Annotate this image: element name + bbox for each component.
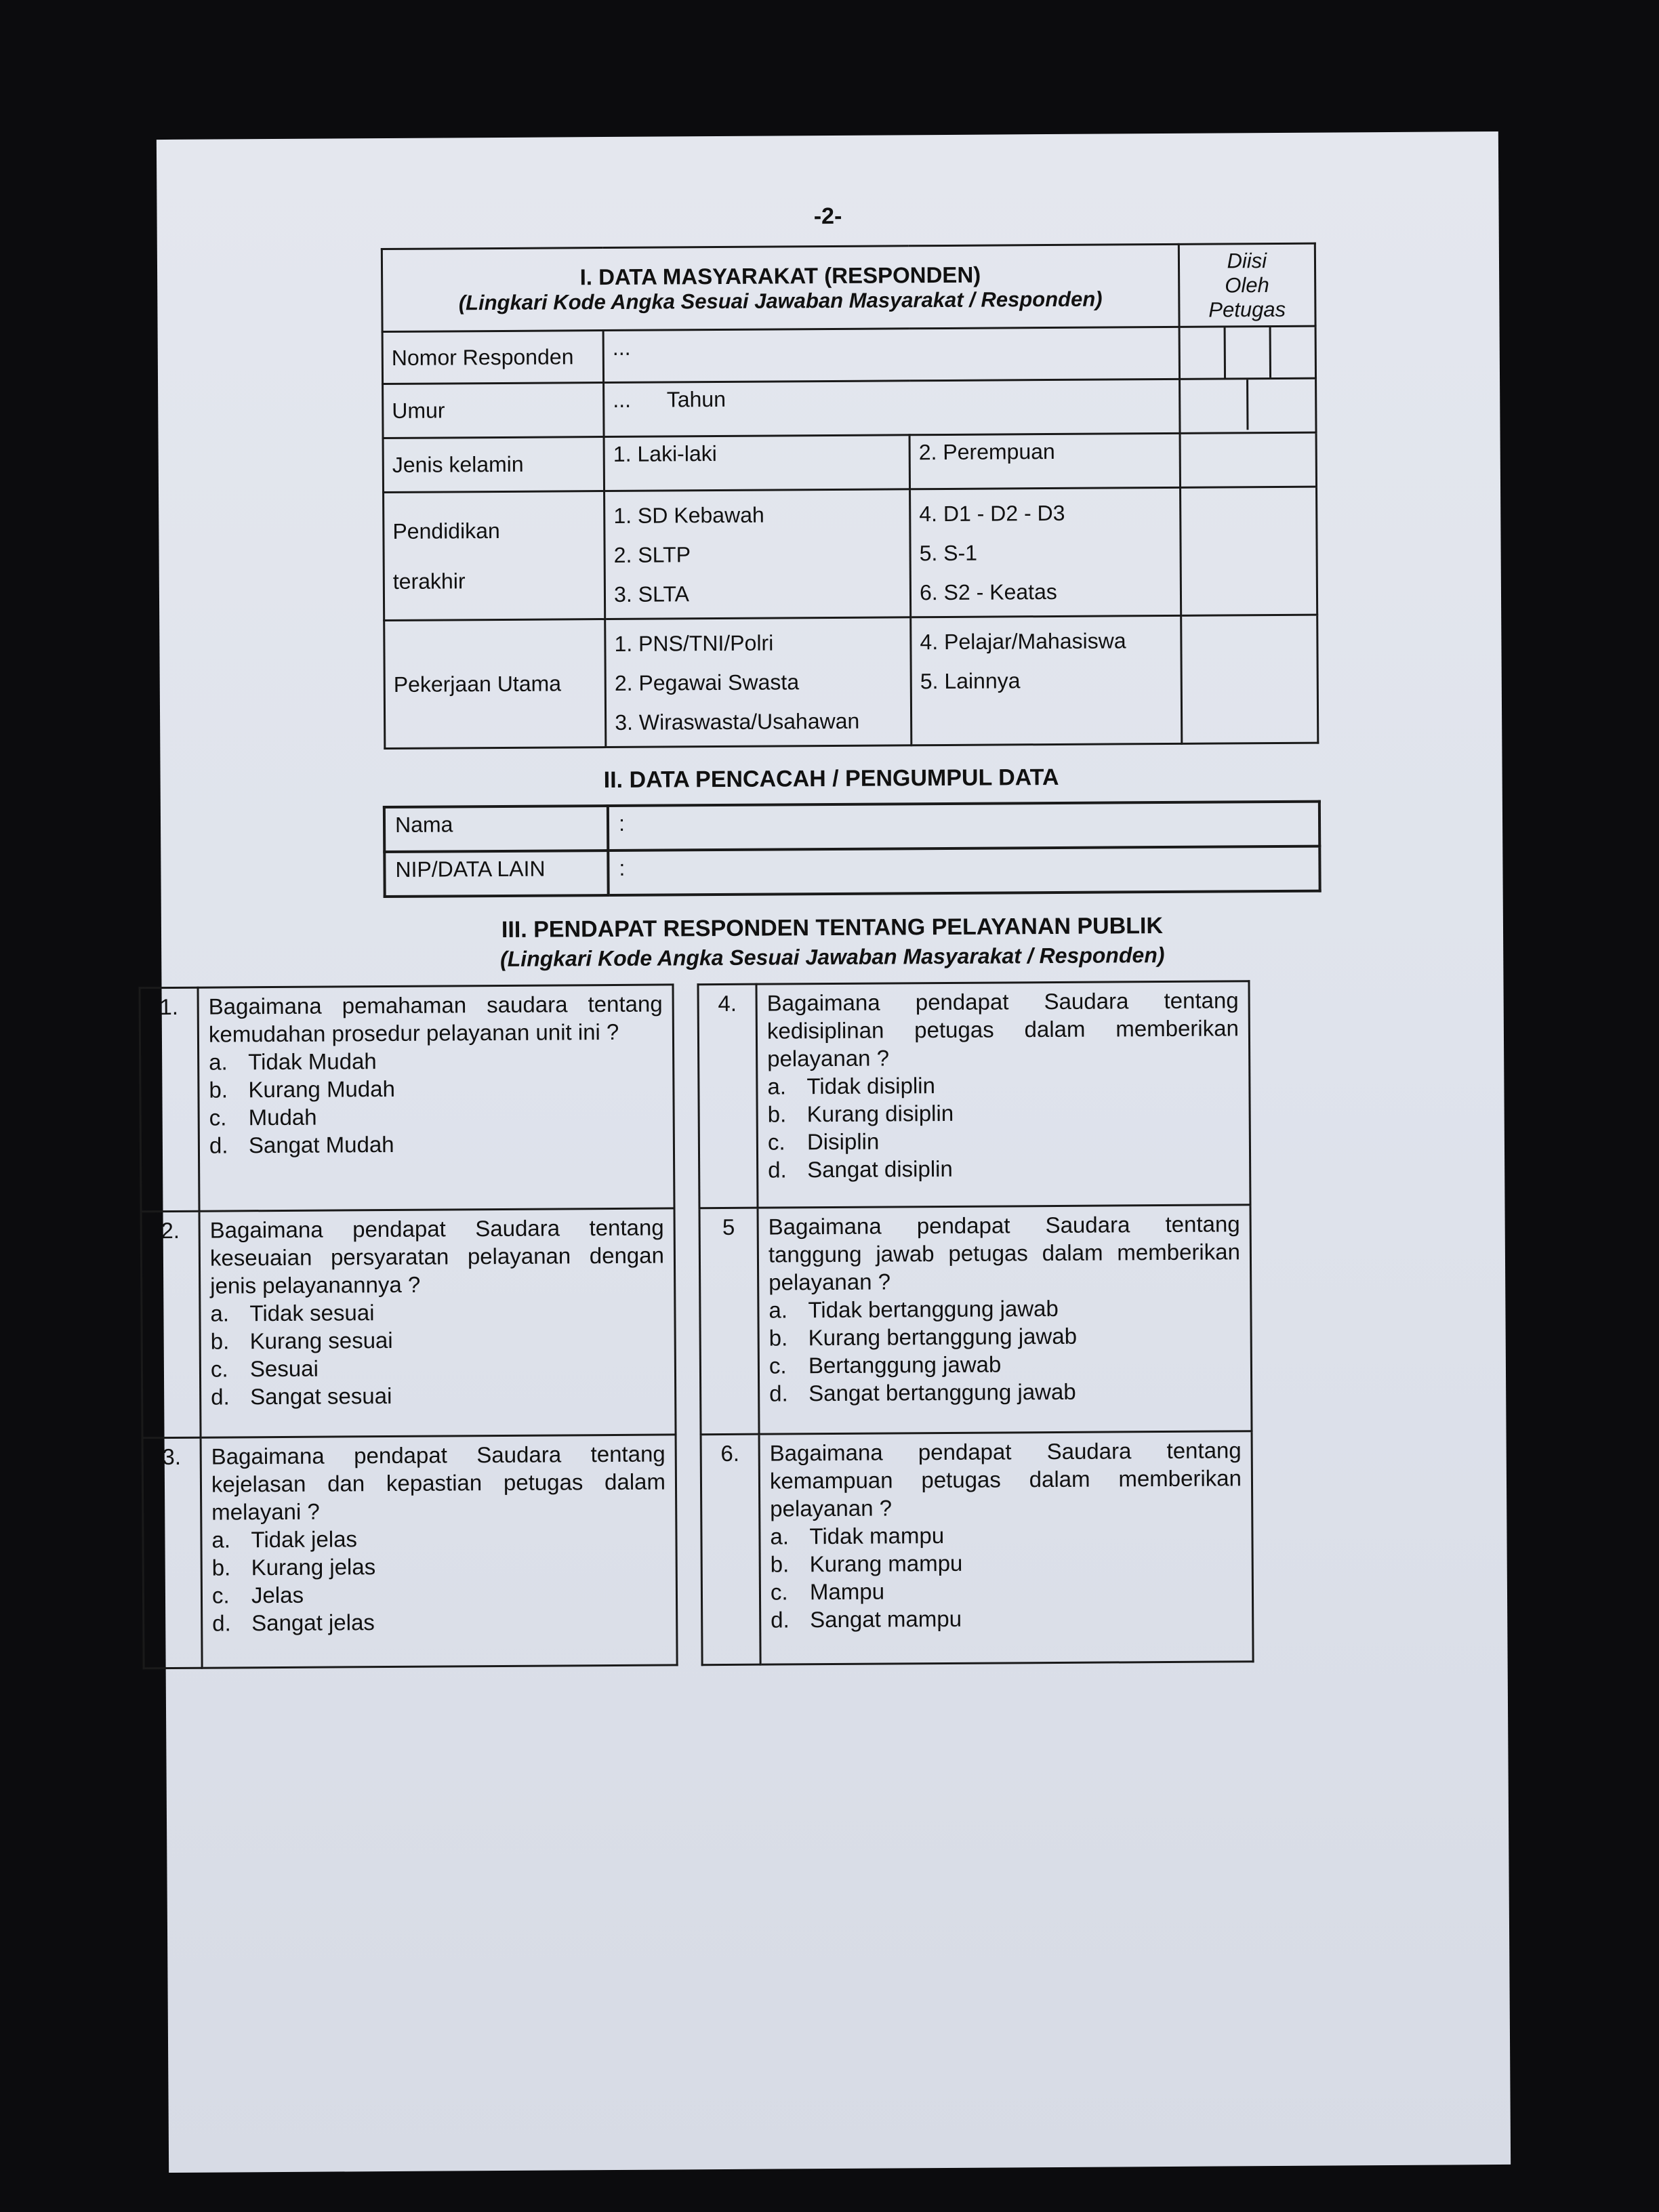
nip-field[interactable] xyxy=(608,846,1319,895)
answer-option[interactable] xyxy=(212,1607,666,1637)
diisi-label-2: Oleh xyxy=(1225,272,1269,297)
section1-title: I. DATA MASYARAKAT (RESPONDEN) xyxy=(579,262,981,289)
question-number: 2. xyxy=(141,1211,201,1438)
option-label: Kurang jelas xyxy=(251,1554,376,1580)
option-letter: b. xyxy=(210,1328,230,1354)
section1-header xyxy=(382,244,1179,331)
responden-data-table xyxy=(381,243,1319,750)
answer-option[interactable] xyxy=(769,1349,1241,1379)
option-label: Sangat sesuai xyxy=(250,1382,392,1410)
question-4 xyxy=(756,981,1250,1208)
option-letter: b. xyxy=(767,1101,787,1127)
pendidikan-options-right xyxy=(910,487,1181,617)
option-letter: d. xyxy=(211,1384,230,1410)
option-letter: a. xyxy=(769,1297,788,1323)
kode-box[interactable] xyxy=(1181,380,1249,430)
jenis-kelamin-label: Jenis kelamin xyxy=(383,437,605,493)
option-label: Kurang mampu xyxy=(809,1550,963,1577)
option-label: Bertanggung jawab xyxy=(808,1351,1002,1378)
pencacah-table xyxy=(383,800,1322,898)
nama-field[interactable] xyxy=(608,802,1319,851)
option-label: Sangat Mudah xyxy=(248,1131,394,1158)
option-label: Tidak Mudah xyxy=(248,1048,377,1075)
umur-dots: ... xyxy=(613,387,632,412)
answer-options xyxy=(209,1046,663,1160)
question-text: Bagaimana pendapat Saudara tentang kemampuan petugas dalam memberikan pelayanan ? xyxy=(769,1437,1242,1521)
option-letter: d. xyxy=(209,1132,228,1158)
answer-options xyxy=(211,1523,666,1637)
answer-option[interactable] xyxy=(769,1293,1240,1324)
answer-option[interactable] xyxy=(212,1551,666,1582)
pendidikan-options-left xyxy=(605,489,911,619)
nama-colon: : xyxy=(618,811,626,836)
paper-sheet xyxy=(157,131,1511,2173)
umur-kode-boxes[interactable] xyxy=(1179,378,1316,433)
kode-box[interactable] xyxy=(1180,327,1226,377)
pendidikan-label-2: terakhir xyxy=(392,568,466,594)
option-letter: c. xyxy=(211,1582,230,1608)
questions-left-table xyxy=(138,983,678,1669)
section3-title: III. PENDAPAT RESPONDEN TENTANG PELAYANAN PUBLIK xyxy=(501,913,1164,943)
question-3 xyxy=(201,1435,677,1668)
answer-option[interactable] xyxy=(211,1325,665,1355)
option-label: Tidak disiplin xyxy=(806,1073,936,1099)
option-label: Sangat mampu xyxy=(810,1605,962,1633)
answer-option[interactable] xyxy=(771,1547,1242,1578)
question-6 xyxy=(759,1431,1253,1664)
option-letter: b. xyxy=(769,1325,788,1351)
section1-subtitle: (Lingkari Kode Angka Sesuai Jawaban Masyarakat / Responden) xyxy=(458,287,1103,314)
option-label: Kurang sesuai xyxy=(249,1327,393,1354)
answer-option[interactable] xyxy=(211,1523,665,1554)
nip-label: NIP/DATA LAIN xyxy=(384,851,608,897)
pekerjaan-option[interactable]: 4. Pelajar/Mahasiswa xyxy=(920,628,1126,655)
diisi-oleh-petugas xyxy=(1179,243,1315,327)
option-letter: b. xyxy=(211,1555,231,1580)
option-label: Sangat bertanggung jawab xyxy=(808,1378,1076,1406)
kode-box[interactable] xyxy=(1248,380,1315,430)
option-label: Kurang Mudah xyxy=(248,1076,396,1103)
pekerjaan-option[interactable]: 3. Wiraswasta/Usahawan xyxy=(615,708,860,735)
pendidikan-kode-box[interactable] xyxy=(1180,487,1317,615)
answer-option[interactable] xyxy=(771,1603,1242,1633)
pekerjaan-option[interactable]: 2. Pegawai Swasta xyxy=(614,670,800,695)
nomor-responden-field[interactable] xyxy=(603,327,1179,382)
question-number: 4. xyxy=(698,984,758,1208)
answer-option[interactable] xyxy=(209,1073,663,1104)
question-text: Bagaimana pendapat Saudara tentang tanggung jawab petugas dalam memberikan pelayanan ? xyxy=(768,1211,1241,1295)
option-label: Tidak jelas xyxy=(251,1526,358,1553)
option-letter: d. xyxy=(771,1607,790,1633)
pendidikan-option[interactable]: 6. S2 - Keatas xyxy=(919,579,1057,605)
answer-option[interactable] xyxy=(211,1353,665,1383)
option-label: Jelas xyxy=(251,1582,304,1608)
pekerjaan-options-right xyxy=(911,615,1182,745)
option-label: Kurang bertanggung jawab xyxy=(808,1323,1078,1351)
answer-option[interactable] xyxy=(767,1069,1239,1100)
pekerjaan-option[interactable]: 1. PNS/TNI/Polri xyxy=(614,630,774,656)
answer-options xyxy=(767,1069,1240,1183)
pendidikan-label xyxy=(384,491,605,621)
nomor-responden-value: ... xyxy=(612,335,631,360)
pendidikan-option[interactable]: 5. S-1 xyxy=(919,540,978,566)
option-letter: a. xyxy=(209,1049,228,1075)
option-letter: b. xyxy=(209,1077,228,1103)
option-letter: d. xyxy=(769,1380,788,1406)
question-number: 3. xyxy=(142,1437,202,1668)
option-letter: c. xyxy=(770,1579,788,1605)
pendidikan-option[interactable]: 1. SD Kebawah xyxy=(613,502,764,528)
option-label: Sesuai xyxy=(249,1355,319,1382)
answer-option[interactable] xyxy=(771,1575,1242,1605)
question-text: Bagaimana pendapat Saudara tentang kedisiplinan petugas dalam memberikan pelayanan ? xyxy=(766,987,1240,1071)
answer-option[interactable] xyxy=(768,1125,1240,1155)
section2-title: II. DATA PENCACAH / PENGUMPUL DATA xyxy=(603,764,1059,794)
option-label: Mudah xyxy=(248,1104,317,1130)
option-label: Mampu xyxy=(809,1578,885,1605)
pendidikan-option[interactable]: 4. D1 - D2 - D3 xyxy=(919,500,1065,527)
jenis-kelamin-kode-box[interactable] xyxy=(1180,432,1317,487)
answer-options xyxy=(770,1519,1242,1633)
pendidikan-label-1: Pendidikan xyxy=(392,518,500,544)
section3-subtitle: (Lingkari Kode Angka Sesuai Jawaban Masyarakat / Responden) xyxy=(499,943,1165,971)
answer-option[interactable] xyxy=(212,1579,666,1610)
option-letter: c. xyxy=(210,1356,228,1382)
umur-field[interactable] xyxy=(604,379,1180,436)
answer-option[interactable] xyxy=(770,1519,1242,1550)
pendidikan-option[interactable]: 3. SLTA xyxy=(613,581,690,607)
option-label: Tidak mampu xyxy=(809,1523,945,1549)
question-number: 6. xyxy=(701,1434,760,1665)
question-2 xyxy=(199,1208,676,1437)
option-letter: a. xyxy=(210,1300,230,1326)
answer-option[interactable] xyxy=(768,1097,1240,1128)
kode-box[interactable] xyxy=(1225,327,1271,377)
answer-option[interactable] xyxy=(769,1321,1241,1351)
pekerjaan-options-left xyxy=(605,617,912,747)
diisi-label-3: Petugas xyxy=(1208,297,1286,322)
option-label: Kurang disiplin xyxy=(806,1100,954,1127)
answer-option[interactable] xyxy=(209,1129,663,1160)
option-label: Tidak sesuai xyxy=(249,1300,375,1326)
question-1 xyxy=(198,985,674,1211)
option-letter: a. xyxy=(211,1527,231,1553)
option-label: Sangat jelas xyxy=(251,1610,375,1636)
kode-box[interactable] xyxy=(1271,327,1315,377)
option-letter: d. xyxy=(768,1157,787,1183)
answer-option[interactable] xyxy=(210,1297,664,1328)
pekerjaan-kode-box[interactable] xyxy=(1181,615,1317,743)
option-letter: c. xyxy=(209,1105,227,1130)
question-text: Bagaimana pendapat Saudara tentang kejelasan dan kepastian petugas dalam melayani ? xyxy=(211,1441,666,1525)
answer-option[interactable] xyxy=(209,1101,663,1132)
umur-label: Umur xyxy=(383,383,605,438)
option-letter: d. xyxy=(212,1610,231,1636)
option-label: Sangat disiplin xyxy=(807,1155,953,1183)
option-letter: b. xyxy=(770,1551,790,1577)
questions-right-table xyxy=(697,980,1254,1666)
question-text: Bagaimana pendapat Saudara tentang keseuaian persyaratan pelayanan dengan jenis pelayanannya ? xyxy=(209,1214,665,1298)
answer-option[interactable] xyxy=(209,1046,663,1076)
answer-options xyxy=(769,1293,1241,1407)
answer-option[interactable] xyxy=(768,1153,1240,1183)
pekerjaan-option[interactable]: 5. Lainnya xyxy=(920,668,1021,694)
option-letter: a. xyxy=(767,1073,787,1099)
question-number: 5 xyxy=(699,1208,759,1435)
answer-options xyxy=(210,1297,665,1411)
diisi-label-1: Diisi xyxy=(1227,248,1267,272)
jenis-kelamin-opt-2[interactable]: 2. Perempuan xyxy=(909,433,1180,489)
question-number: 1. xyxy=(140,987,199,1212)
option-label: Tidak bertanggung jawab xyxy=(808,1295,1059,1323)
option-letter: a. xyxy=(770,1523,790,1549)
umur-unit: Tahun xyxy=(666,386,726,412)
option-label: Disiplin xyxy=(806,1128,880,1155)
nomor-kode-boxes[interactable] xyxy=(1179,326,1316,379)
pekerjaan-label: Pekerjaan Utama xyxy=(384,619,606,749)
page-number: -2- xyxy=(813,203,842,230)
question-5 xyxy=(758,1205,1252,1434)
pendidikan-option[interactable]: 2. SLTP xyxy=(613,542,691,567)
answer-option[interactable] xyxy=(211,1380,665,1411)
nip-colon: : xyxy=(619,855,626,880)
answer-option[interactable] xyxy=(769,1376,1241,1407)
nama-label: Nama xyxy=(384,806,608,852)
option-letter: c. xyxy=(769,1353,787,1378)
nomor-responden-label: Nomor Responden xyxy=(382,331,604,384)
jenis-kelamin-opt-1[interactable]: 1. Laki-laki xyxy=(604,435,909,491)
question-text: Bagaimana pemahaman saudara tentang kemudahan prosedur pelayanan unit ini ? xyxy=(208,991,663,1047)
option-letter: c. xyxy=(767,1129,785,1155)
